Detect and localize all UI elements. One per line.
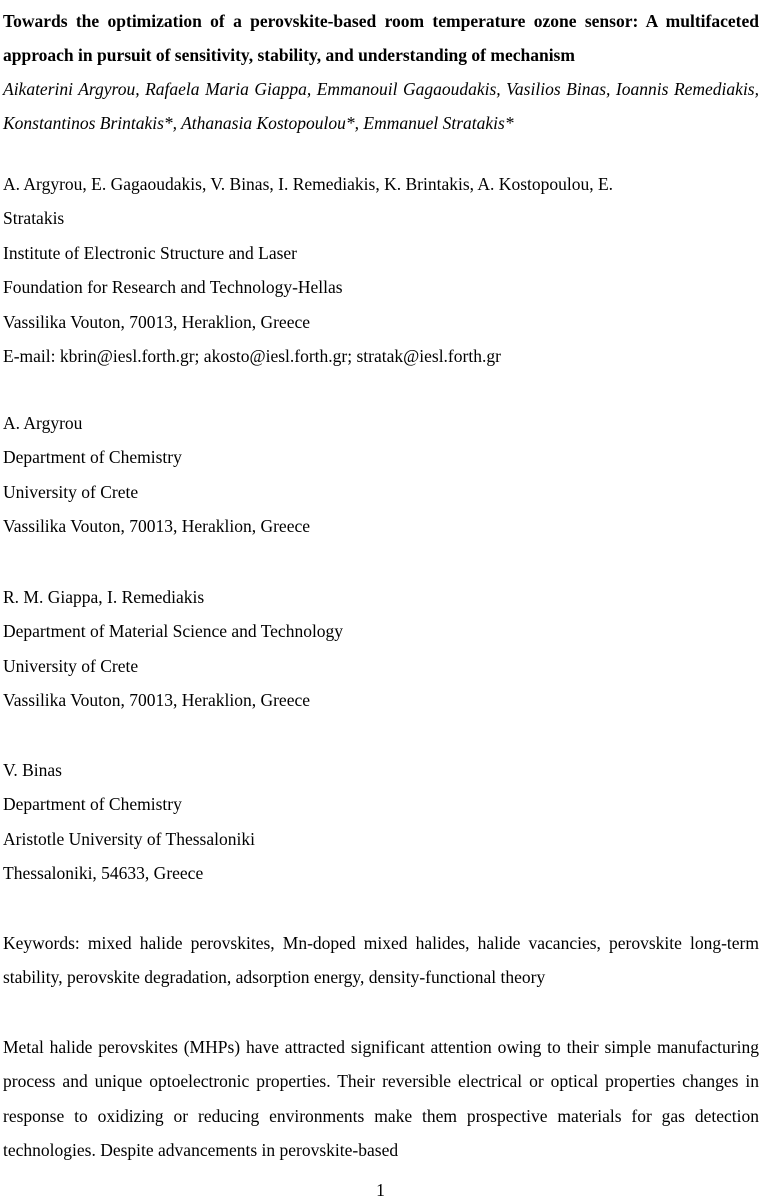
affiliation-organization: Foundation for Research and Technology-Hellas: [3, 277, 343, 298]
keywords: Keywords: mixed halide perovskites, Mn-doped mixed halides, halide vacancies, perovskite long-term stability, perovskite degradation, adsorption energy, density-functional theory: [3, 933, 759, 988]
affiliation-block-3: [3, 580, 759, 718]
author-list: Aikaterini Argyrou, Rafaela Maria Giappa, Emmanouil Gagaoudakis, Vasilios Binas, Ioannis Remediakis, Konstantinos Brintakis*, Athanasia Kostopoulou*, Emmanuel Stratakis*: [3, 79, 759, 133]
affiliation-address: Thessaloniki, 54633, Greece: [3, 863, 204, 884]
affiliation-institute: Institute of Electronic Structure and Laser: [3, 242, 297, 263]
affiliation-university: University of Crete: [3, 655, 139, 676]
page-number: 1: [376, 1180, 385, 1200]
affiliation-address: Vassilika Vouton, 70013, Heraklion, Greece: [3, 311, 311, 332]
affiliation-names: A. Argyrou: [3, 413, 83, 433]
affiliation-university: Aristotle University of Thessaloniki: [3, 828, 255, 849]
affiliation-department: Department of Material Science and Technology: [3, 621, 344, 642]
affiliation-block-4: [3, 753, 759, 891]
affiliation-names: R. M. Giappa, I. Remediakis: [3, 587, 205, 607]
affiliation-address: Vassilika Vouton, 70013, Heraklion, Greece: [3, 690, 311, 711]
affiliation-block-2: [3, 406, 759, 544]
affiliation-address: Vassilika Vouton, 70013, Heraklion, Greece: [3, 516, 311, 537]
affiliation-block-1: [3, 167, 759, 373]
abstract-paragraph: Metal halide perovskites (MHPs) have attracted significant attention owing to their simple manufacturing process and unique optoelectronic properties. Their reversible electrical or optical properties changes in response to oxidizing or reducing environments make them prospective materials for gas detection technologies. Despite advancements in perovskite-based: [3, 1037, 759, 1161]
affiliation-names-continued: Stratakis: [3, 208, 65, 229]
affiliation-names: V. Binas: [3, 760, 62, 780]
corresponding-email: E-mail: kbrin@iesl.forth.gr; akosto@iesl.forth.gr; stratak@iesl.forth.gr: [3, 346, 501, 367]
affiliation-names: A. Argyrou, E. Gagaoudakis, V. Binas, I. Remediakis, K. Brintakis, A. Kostopoulou, E.: [3, 174, 614, 194]
affiliation-department: Department of Chemistry: [3, 794, 182, 815]
paper-title: Towards the optimization of a perovskite-based room temperature ozone sensor: A multifaceted approach in pursuit of sensitivity, stability, and understanding of mechanism: [3, 11, 759, 65]
affiliation-university: University of Crete: [3, 481, 139, 502]
affiliation-department: Department of Chemistry: [3, 447, 182, 468]
